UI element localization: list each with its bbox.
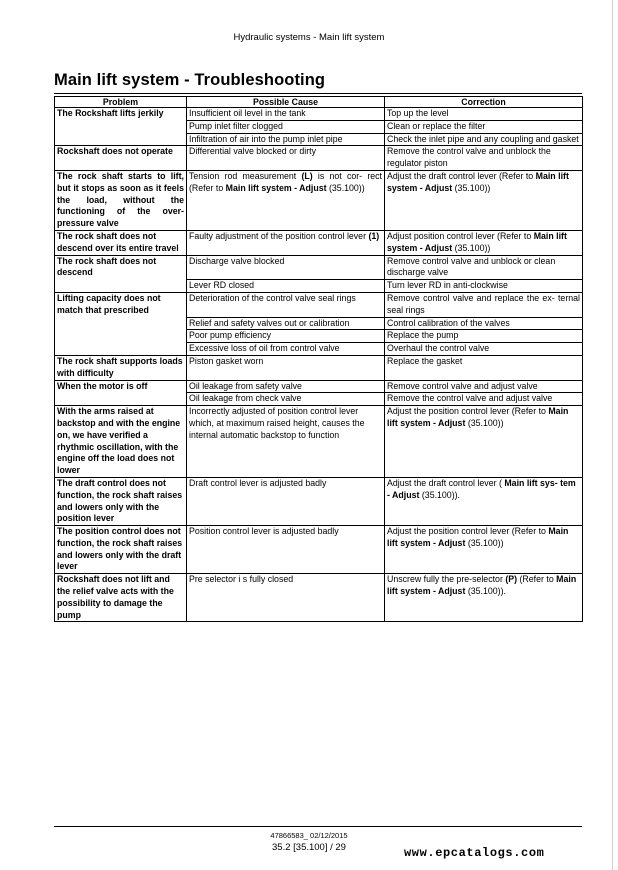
problem-cell: Rockshaft does not operate <box>55 146 187 171</box>
correction-cell: Control calibration of the valves <box>385 317 583 330</box>
table-row <box>55 292 583 317</box>
correction-cell: Remove the control valve and adjust valve <box>385 393 583 406</box>
footer-rule <box>54 826 582 827</box>
correction-cell: Overhaul the control valve <box>385 343 583 356</box>
problem-cell: The position control does not function, the rock shaft raises and lowers only with the draft lever <box>55 526 187 574</box>
watermark-url: www.epcatalogs.com <box>404 846 545 860</box>
table-row <box>55 255 583 280</box>
cause-cell: Insufficient oil level in the tank <box>187 108 385 121</box>
cause-cell: Relief and safety valves out or calibration <box>187 317 385 330</box>
page-edge <box>612 0 613 870</box>
page-number: 35.2 [35.100] / 29 <box>272 842 346 853</box>
correction-cell: Adjust the draft control lever (Refer to Main lift system - Adjust (35.100)) <box>385 170 583 230</box>
table-row <box>55 477 583 525</box>
problem-cell: The rock shaft supports loads with difficulty <box>55 355 187 380</box>
table-row <box>55 146 583 171</box>
column-header-correction: Correction <box>385 97 583 108</box>
table-row <box>55 406 583 478</box>
troubleshooting-table <box>54 96 583 622</box>
table-row <box>55 574 583 622</box>
running-header: Hydraulic systems - Main lift system <box>233 32 385 43</box>
problem-cell: When the motor is off <box>55 380 187 406</box>
cause-cell: Faulty adjustment of the position control lever (1) <box>187 230 385 255</box>
correction-cell: Clean or replace the filter <box>385 120 583 133</box>
cause-cell: Pre selector i s fully closed <box>187 574 385 622</box>
correction-cell: Turn lever RD in anti-clockwise <box>385 280 583 293</box>
correction-cell: Remove the control valve and unblock the regulator piston <box>385 146 583 171</box>
correction-cell: Remove control valve and adjust valve <box>385 380 583 393</box>
correction-cell: Unscrew fully the pre-selector (P) (Refer to Main lift system - Adjust (35.100)). <box>385 574 583 622</box>
cause-cell: Excessive loss of oil from control valve <box>187 343 385 356</box>
cause-cell: Differential valve blocked or dirty <box>187 146 385 171</box>
correction-cell: Check the inlet pipe and any coupling and gasket <box>385 133 583 146</box>
table-header-row <box>55 97 583 108</box>
cause-cell: Tension rod measurement (L) is not cor- rect (Refer to Main lift system - Adjust (35.100)) <box>187 170 385 230</box>
correction-cell: Remove control valve and unblock or clean discharge valve <box>385 255 583 280</box>
table-row <box>55 170 583 230</box>
correction-cell: Adjust the draft control lever ( Main lift sys- tem - Adjust (35.100)). <box>385 477 583 525</box>
column-header-problem: Problem <box>55 97 187 108</box>
cause-cell: Deterioration of the control valve seal rings <box>187 292 385 317</box>
cause-cell: Incorrectly adjusted of position control lever which, at maximum raised height, causes the internal automatic backstop to function <box>187 406 385 478</box>
correction-cell: Remove control valve and replace the ex- ternal seal rings <box>385 292 583 317</box>
cause-cell: Oil leakage from check valve <box>187 393 385 406</box>
problem-cell: The rock shaft does not descend <box>55 255 187 292</box>
column-header-possible-cause: Possible Cause <box>187 97 385 108</box>
table-row <box>55 230 583 255</box>
correction-cell: Adjust position control lever (Refer to Main lift system - Adjust (35.100)) <box>385 230 583 255</box>
correction-cell: Replace the pump <box>385 330 583 343</box>
problem-cell: Lifting capacity does not match that prescribed <box>55 292 187 355</box>
cause-cell: Poor pump efficiency <box>187 330 385 343</box>
problem-cell: The rock shaft does not descend over its entire travel <box>55 230 187 255</box>
problem-cell: The Rockshaft lifts jerkily <box>55 108 187 146</box>
correction-cell: Adjust the position control lever (Refer to Main lift system - Adjust (35.100)) <box>385 406 583 478</box>
page-title: Main lift system - Troubleshooting <box>54 71 326 89</box>
cause-cell: Oil leakage from safety valve <box>187 380 385 393</box>
document-id: 47866583_ 02/12/2015 <box>270 831 348 840</box>
cause-cell: Position control lever is adjusted badly <box>187 526 385 574</box>
table-row <box>55 355 583 380</box>
problem-cell: The rock shaft starts to lift, but it stops as soon as it feels the load, without the functioning of the over-pressure valve <box>55 170 187 230</box>
cause-cell: Pump inlet filter clogged <box>187 120 385 133</box>
cause-cell: Draft control lever is adjusted badly <box>187 477 385 525</box>
cause-cell: Discharge valve blocked <box>187 255 385 280</box>
table-row <box>55 108 583 121</box>
table-row <box>55 526 583 574</box>
correction-cell: Top up the level <box>385 108 583 121</box>
title-rule <box>54 93 582 94</box>
table-row <box>55 380 583 393</box>
problem-cell: With the arms raised at backstop and with the engine on, we have verified a rhythmic oscillation, with the engine off the load does not lower <box>55 406 187 478</box>
correction-cell: Adjust the position control lever (Refer to Main lift system - Adjust (35.100)) <box>385 526 583 574</box>
cause-cell: Infiltration of air into the pump inlet pipe <box>187 133 385 146</box>
problem-cell: Rockshaft does not lift and the relief valve acts with the possibility to damage the pump <box>55 574 187 622</box>
cause-cell: Piston gasket worn <box>187 355 385 380</box>
correction-cell: Replace the gasket <box>385 355 583 380</box>
cause-cell: Lever RD closed <box>187 280 385 293</box>
problem-cell: The draft control does not function, the rock shaft raises and lowers only with the position lever <box>55 477 187 525</box>
